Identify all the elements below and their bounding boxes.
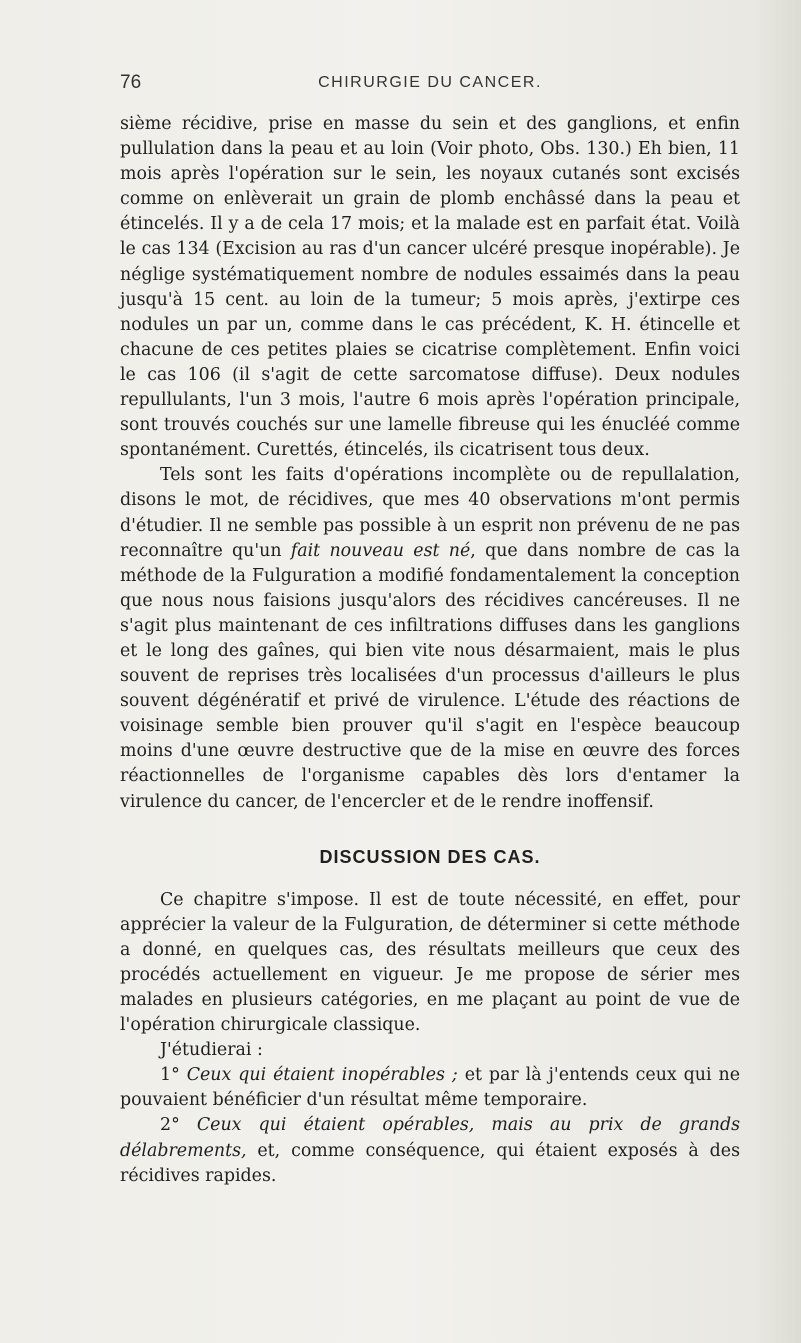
emphasis-text: fait nouveau est né [290, 540, 471, 561]
body-text [120, 112, 740, 1189]
paragraph-list-intro: J'étudierai : [160, 1040, 263, 1061]
page-number: 76 [120, 72, 142, 93]
emphasis-text: Ceux qui étaient opérables, mais au prix de grands délabrements, [120, 1115, 740, 1161]
running-title: CHIRURGIE DU CANCER. [318, 74, 542, 91]
list-item-number: 1° [160, 1065, 187, 1086]
paragraph-intro: Ce chapitre s'impose. Il est de toute nécessité, en effet, pour apprécier la valeur de la Fulguration, de déterminer si cette méthode a donné, en quelques cas, des résultats meilleurs que ceux des procédés actuellement en vigueur. Je me propose de sérier mes malades en plusieurs catégories, en me plaçant au point de vue de l'opération chirurgicale classique. [120, 889, 740, 1036]
list-item-number: 2° [160, 1115, 197, 1136]
page-header [120, 72, 740, 102]
paragraph-text: , que dans nombre de cas la méthode de la Fulguration a modifié fondamentalement la conception que nous nous faisions jusqu'alors des récidives cancéreuses. Il ne s'agit plus maintenant de ces infiltrations diffuses dans les ganglions et le long des gaînes, qui bien vite nous désarmaient, mais le plus souvent de reprises très localisées d'un processus d'ailleurs le plus souvent dégénératif et privé de virulence. L'étude des réactions de voisinage semble bien prouver qu'il s'agit en l'espèce beaucoup moins d'une œuvre destructive que de la mise en œuvre des forces réactionnelles de l'organisme capables dès lors d'entamer la virulence du cancer, de l'encercler et de le rendre inoffensif. [120, 540, 740, 812]
section-heading: DISCUSSION DES CAS. [319, 846, 541, 867]
list-item-1 [120, 1063, 740, 1113]
list-item-text: et par là j'entends ceux qui ne pouvaient bénéficier d'un résultat même temporaire. [120, 1065, 740, 1111]
paragraph-conclusion [120, 463, 740, 814]
paragraph-text: Tels sont les faits d'opérations incomplète ou de repullalation, disons le mot, de récidives, que mes 40 observations m'ont permis d'étudier. Il ne semble pas possible à un esprit non prévenu de ne pas reconnaître qu'un [120, 465, 740, 561]
list-item-text: et, comme conséquence, qui étaient exposés à des récidives rapides. [120, 1140, 740, 1186]
paragraph-continuation: sième récidive, prise en masse du sein et des ganglions, et enfin pullulation dans la peau et au loin (Voir photo, Obs. 130.) Eh bien, 11 mois après l'opération sur le sein, les noyaux cutanés sont excisés comme on enlèverait un grain de plomb enchâssé dans la peau et étincelés. Il y a de cela 17 mois; et la malade est en parfait état. Voilà le cas 134 (Excision au ras d'un cancer ulcéré presque inopérable). Je néglige systématiquement nombre de nodules essaimés dans la peau jusqu'à 15 cent. au loin de la tumeur; 5 mois après, j'extirpe ces nodules un par un, comme dans le cas précédent, K. H. étincelle et chacune de ces petites plaies se cicatrise complètement. Enfin voici le cas 106 (il s'agit de cette sarcomatose diffuse). Deux nodules repullulants, l'un 3 mois, l'autre 6 mois après l'opération principale, sont trouvés couchés sur une lamelle fibreuse qui les énucléé comme spontanément. Curettés, étincelés, ils cicatrisent tous deux. [120, 114, 740, 461]
list-item-2 [120, 1113, 740, 1188]
emphasis-text: Ceux qui étaient inopérables ; [186, 1065, 458, 1086]
